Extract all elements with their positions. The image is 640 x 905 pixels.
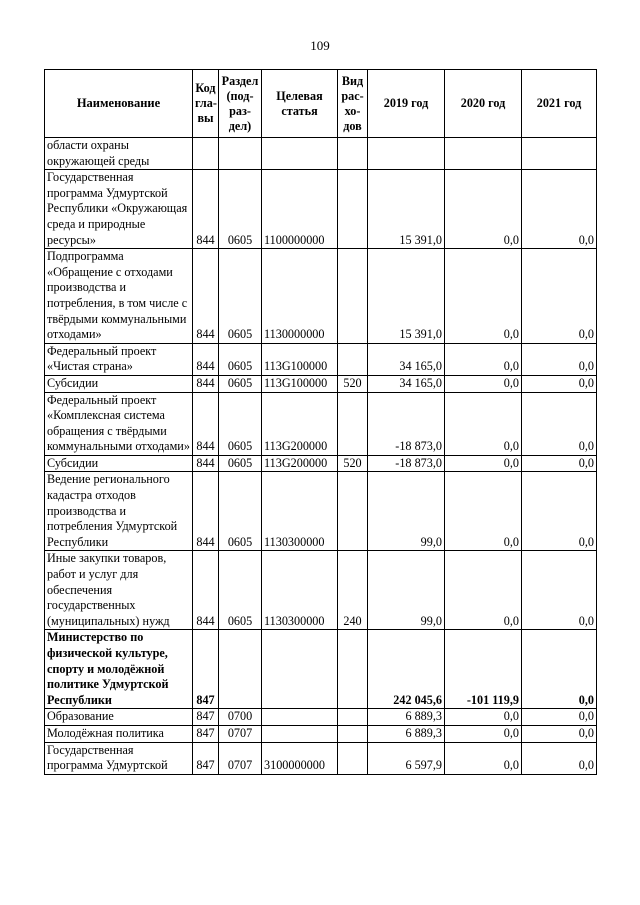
cell-kind <box>338 343 368 375</box>
cell-article: 1130300000 <box>262 472 338 551</box>
cell-section: 0605 <box>219 392 262 455</box>
cell-2020: 0,0 <box>445 725 522 742</box>
header-section: Раздел (под-раз-дел) <box>219 70 262 138</box>
table-body <box>45 138 597 775</box>
table-row <box>45 343 597 375</box>
cell-2021: 0,0 <box>522 709 597 726</box>
cell-kind <box>338 630 368 709</box>
cell-kind <box>338 709 368 726</box>
cell-2020: 0,0 <box>445 551 522 630</box>
cell-2019: 15 391,0 <box>368 249 445 344</box>
cell-2019: 6 889,3 <box>368 709 445 726</box>
cell-2021: 0,0 <box>522 742 597 774</box>
header-row <box>45 70 597 138</box>
cell-2020: 0,0 <box>445 742 522 774</box>
table-row <box>45 709 597 726</box>
cell-code: 847 <box>193 709 219 726</box>
cell-2021: 0,0 <box>522 472 597 551</box>
cell-2020: 0,0 <box>445 392 522 455</box>
cell-article <box>262 630 338 709</box>
cell-code <box>193 138 219 170</box>
cell-name: Молодёжная политика <box>45 725 193 742</box>
cell-2021: 0,0 <box>522 343 597 375</box>
cell-code: 847 <box>193 630 219 709</box>
table-row <box>45 725 597 742</box>
cell-name: Федеральный проект «Чистая страна» <box>45 343 193 375</box>
table-row <box>45 375 597 392</box>
cell-2019: -18 873,0 <box>368 455 445 472</box>
cell-2021: 0,0 <box>522 455 597 472</box>
cell-2019: 15 391,0 <box>368 170 445 249</box>
cell-2019: 99,0 <box>368 551 445 630</box>
cell-code: 844 <box>193 170 219 249</box>
cell-2021: 0,0 <box>522 249 597 344</box>
cell-2020: 0,0 <box>445 472 522 551</box>
cell-2021 <box>522 138 597 170</box>
cell-2020: 0,0 <box>445 249 522 344</box>
cell-2020: -101 119,9 <box>445 630 522 709</box>
budget-table <box>44 69 597 775</box>
cell-article: 113G100000 <box>262 375 338 392</box>
header-kind: Вид рас-хо-дов <box>338 70 368 138</box>
page-number: 109 <box>310 38 330 53</box>
cell-article: 1130000000 <box>262 249 338 344</box>
cell-kind <box>338 472 368 551</box>
cell-name: Субсидии <box>45 375 193 392</box>
cell-article: 3100000000 <box>262 742 338 774</box>
cell-2021: 0,0 <box>522 392 597 455</box>
cell-section: 0700 <box>219 709 262 726</box>
cell-name: Образование <box>45 709 193 726</box>
cell-code: 847 <box>193 725 219 742</box>
cell-name: Государственная программа Удмуртской <box>45 742 193 774</box>
cell-article <box>262 725 338 742</box>
cell-section: 0605 <box>219 343 262 375</box>
cell-section: 0707 <box>219 725 262 742</box>
cell-name: Министерство по физической культуре, спорту и молодёжной политике Удмуртской Республики <box>45 630 193 709</box>
cell-2021: 0,0 <box>522 170 597 249</box>
cell-code: 844 <box>193 472 219 551</box>
cell-article: 113G200000 <box>262 455 338 472</box>
cell-section: 0605 <box>219 472 262 551</box>
header-2021: 2021 год <box>522 70 597 138</box>
cell-code: 847 <box>193 742 219 774</box>
cell-code: 844 <box>193 392 219 455</box>
cell-name: области охраны окружающей среды <box>45 138 193 170</box>
cell-code: 844 <box>193 343 219 375</box>
cell-name: Подпрограмма «Обращение с отходами производства и потребления, в том числе с твёрдыми коммунальными отходами» <box>45 249 193 344</box>
cell-kind <box>338 249 368 344</box>
cell-2021: 0,0 <box>522 375 597 392</box>
cell-code: 844 <box>193 551 219 630</box>
cell-2019: 242 045,6 <box>368 630 445 709</box>
cell-code: 844 <box>193 375 219 392</box>
cell-name: Государственная программа Удмуртской Республики «Окружающая среда и природные ресурсы» <box>45 170 193 249</box>
cell-code: 844 <box>193 455 219 472</box>
cell-section: 0605 <box>219 170 262 249</box>
cell-kind <box>338 170 368 249</box>
cell-kind: 520 <box>338 375 368 392</box>
cell-article <box>262 138 338 170</box>
cell-name: Субсидии <box>45 455 193 472</box>
table-row <box>45 742 597 774</box>
cell-kind <box>338 725 368 742</box>
cell-2019: 99,0 <box>368 472 445 551</box>
cell-name: Ведение регионального кадастра отходов производства и потребления Удмуртской Республики <box>45 472 193 551</box>
cell-article: 113G100000 <box>262 343 338 375</box>
cell-2020: 0,0 <box>445 343 522 375</box>
cell-2019: 6 597,9 <box>368 742 445 774</box>
cell-2021: 0,0 <box>522 630 597 709</box>
table-row <box>45 630 597 709</box>
cell-2020 <box>445 138 522 170</box>
cell-kind <box>338 392 368 455</box>
cell-2019: 34 165,0 <box>368 375 445 392</box>
cell-2020: 0,0 <box>445 170 522 249</box>
table-row <box>45 170 597 249</box>
cell-kind <box>338 742 368 774</box>
cell-article <box>262 709 338 726</box>
cell-kind: 520 <box>338 455 368 472</box>
cell-section: 0605 <box>219 455 262 472</box>
cell-2020: 0,0 <box>445 375 522 392</box>
cell-code: 844 <box>193 249 219 344</box>
cell-2019 <box>368 138 445 170</box>
cell-2019: 34 165,0 <box>368 343 445 375</box>
table-row <box>45 138 597 170</box>
cell-article: 1130300000 <box>262 551 338 630</box>
cell-kind <box>338 138 368 170</box>
cell-name: Иные закупки товаров, работ и услуг для обеспечения государственных (муниципальных) нужд <box>45 551 193 630</box>
cell-2019: 6 889,3 <box>368 725 445 742</box>
table-row <box>45 551 597 630</box>
cell-article: 113G200000 <box>262 392 338 455</box>
header-2019: 2019 год <box>368 70 445 138</box>
cell-2021: 0,0 <box>522 725 597 742</box>
header-2020: 2020 год <box>445 70 522 138</box>
cell-kind: 240 <box>338 551 368 630</box>
cell-2020: 0,0 <box>445 709 522 726</box>
cell-section <box>219 630 262 709</box>
cell-section <box>219 138 262 170</box>
cell-section: 0707 <box>219 742 262 774</box>
table-row <box>45 472 597 551</box>
cell-2020: 0,0 <box>445 455 522 472</box>
cell-2019: -18 873,0 <box>368 392 445 455</box>
table-row <box>45 249 597 344</box>
cell-name: Федеральный проект «Комплексная система обращения с твёрдыми коммунальными отходами» <box>45 392 193 455</box>
cell-section: 0605 <box>219 249 262 344</box>
header-article: Целевая статья <box>262 70 338 138</box>
table-row <box>45 455 597 472</box>
cell-section: 0605 <box>219 551 262 630</box>
header-name: Наименование <box>45 70 193 138</box>
table-row <box>45 392 597 455</box>
cell-2021: 0,0 <box>522 551 597 630</box>
header-code: Код гла-вы <box>193 70 219 138</box>
cell-article: 1100000000 <box>262 170 338 249</box>
cell-section: 0605 <box>219 375 262 392</box>
